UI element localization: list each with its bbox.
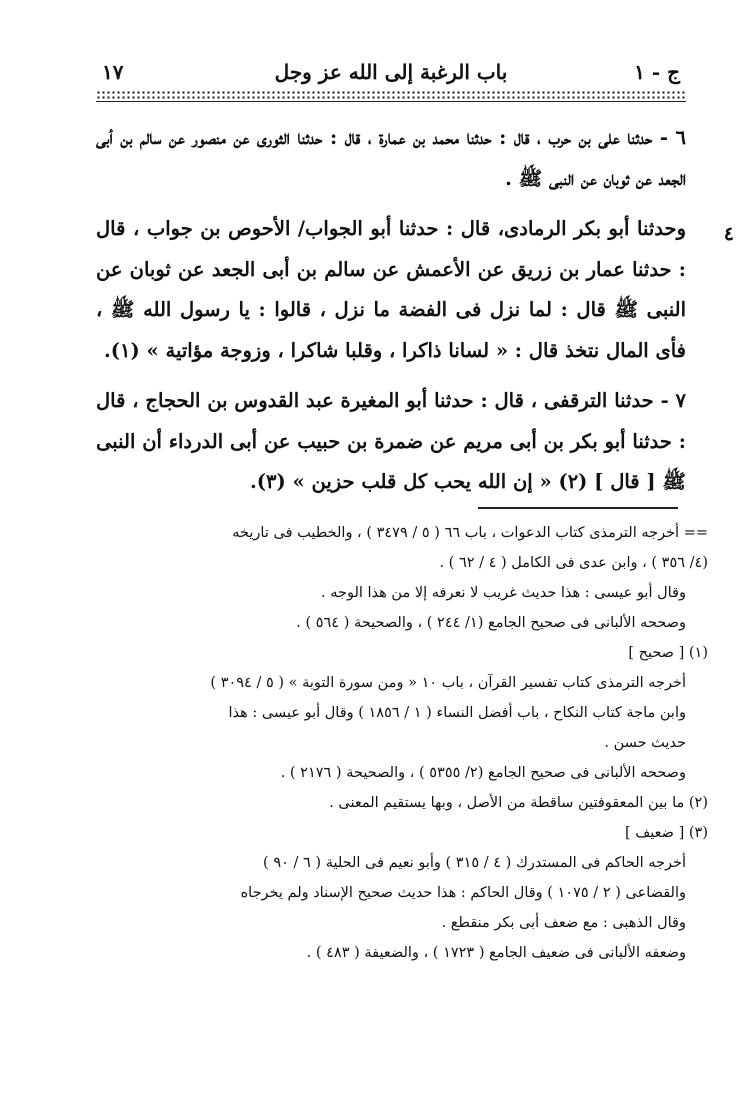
footnote-line: (٤/ ٣٥٦ ) ، وابن عدى فى الكامل ( ٤ / ٦٢ ) .: [439, 555, 708, 571]
footnote-block: [96, 788, 708, 848]
footnote-heading: (١) [ صحيح ]: [628, 645, 708, 661]
footnote-line: (٢) ما بين المعقوفتين ساقطة من الأصل ، وبها يستقيم المعنى .: [329, 795, 708, 811]
footnote-block: [96, 638, 708, 668]
chapter-title: باب الرغبة إلى الله عز وجل: [274, 60, 508, 84]
margin-page-marker: ٤: [723, 223, 734, 245]
footnote-heading: (٣) [ ضعيف ]: [625, 825, 708, 841]
running-header: [96, 54, 686, 88]
footnote-block: [96, 668, 708, 788]
volume-label: ج - ١: [634, 60, 680, 84]
footnote-line: وقال أبو عيسى : هذا حديث غريب لا نعرفه إلا من هذا الوجه .: [321, 585, 686, 601]
hadith-paragraph: وحدثنا أبو بكر الرمادى، قال : حدثنا أبو الجواب/ الأحوص بن جواب ، قال : حدثنا عمار بن زريق عن الأعمش عن سالم بن أبى الجعد عن ثوبان عن النبى ﷺ قال : لما نزل فى الفضة ما نزل ، قالوا : يا رسول الله ﷺ ، فأى المال نتخذ قال : « لسانا ذاكرا ، وقلبا شاكرا ، وزوجة مؤاتية » (١).: [96, 217, 686, 362]
footnote-line: وقال الذهبى : مع ضعف أبى بكر منقطع .: [441, 915, 686, 931]
footnote-line: أخرجه الترمذى كتاب تفسير القرآن ، باب ١٠ « ومن سورة التوبة » ( ٥ / ٣٠٩٤ ): [210, 675, 686, 691]
footnote-line: والقضاعى ( ٢ / ١٠٧٥ ) وقال الحاكم : هذا حديث صحيح الإسناد ولم يخرجاه: [240, 885, 686, 901]
footnote-line: وصححه الألبانى فى صحيح الجامع (٢/ ٥٣٥٥ ) ، والصحيحة ( ٢١٧٦ ) .: [280, 765, 686, 781]
footnote-line: == أخرجه الترمذى كتاب الدعوات ، باب ٦٦ ( ٥ / ٣٤٧٩ ) ، والخطيب فى تاريخه: [232, 525, 708, 541]
footnote-line: أخرجه الحاكم فى المستدرك ( ٤ / ٣١٥ ) وأبو نعيم فى الحلية ( ٦ / ٩٠ ): [263, 855, 686, 871]
footnote-block: [96, 848, 708, 968]
header-rule: [96, 101, 686, 102]
footnote-line: وضعفه الألبانى فى ضعيف الجامع ( ١٧٢٣ ) ، والضعيفة ( ٤٨٣ ) .: [306, 945, 686, 961]
footnote-line: وابن ماجة كتاب النكاح ، باب أفضل النساء ( ١ / ١٨٥٦ ) وقال أبو عيسى : هذا: [228, 705, 686, 721]
page-number: ١٧: [102, 60, 124, 84]
footnote-line: حديث حسن .: [604, 735, 686, 751]
footnotes: [96, 518, 708, 968]
main-text: [96, 118, 686, 503]
footnote-line: وصححه الألبانى فى صحيح الجامع (١/ ٢٤٤ ) ، والصحيحة ( ٥٦٤ ) .: [296, 615, 686, 631]
hadith-paragraph: ٦ - حدثنا على بن حرب ، قال : حدثنا محمد بن عمارة ، قال : حدثنا الثورى عن منصور عن سالم بن أبى الجعد عن ثوبان عن النبى ﷺ .: [96, 126, 686, 190]
footnote-separator: [478, 507, 678, 509]
footnote-block: [96, 518, 708, 578]
hadith-paragraph: ٧ - حدثنا الترقفى ، قال : حدثنا أبو المغيرة عبد القدوس بن الحجاج ، قال : حدثنا أبو بكر بن أبى مريم عن ضمرة بن حبيب عن أبى الدرداء أن النبى ﷺ [ قال ] (٢) « إن الله يحب كل قلب حزين » (٣).: [96, 389, 686, 493]
footnote-block: [96, 578, 708, 638]
header-dotted-rule: [96, 90, 686, 100]
